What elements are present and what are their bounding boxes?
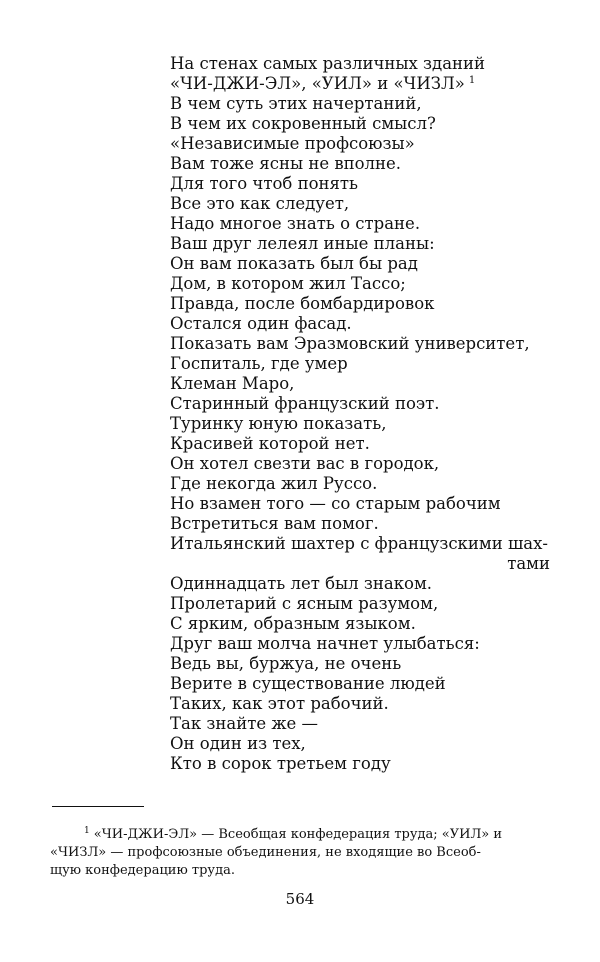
poem-line: Остался один фасад. — [170, 314, 352, 333]
poem-line: Красивей которой нет. — [170, 434, 370, 453]
footnote — [50, 826, 558, 880]
page-number: 564 — [285, 890, 315, 908]
footnote-mark: 1 — [84, 825, 90, 836]
poem-line: С ярким, образным языком. — [170, 614, 416, 633]
poem-line: Госпиталь, где умер — [170, 354, 348, 373]
poem-line: Но взамен того — со старым рабочим — [170, 494, 501, 513]
poem-line: Надо многое знать о стране. — [170, 214, 421, 233]
poem-line: Так знайте же — — [170, 714, 319, 733]
footnote-line — [50, 826, 558, 844]
poem-line: Правда, после бомбардировок — [170, 294, 435, 313]
poem-line: Кто в сорок третьем году — [170, 754, 391, 773]
poem-line: В чем суть этих начертаний, — [170, 94, 422, 113]
footnote-reference: 1 — [468, 74, 476, 86]
poem-line: В чем их сокровенный смысл? — [170, 114, 436, 133]
poem-line: Ведь вы, буржуа, не очень — [170, 654, 402, 673]
footnote-line: «ЧИЗЛ» — профсоюзные объединения, не входящие во Всеоб- — [50, 845, 481, 860]
poem-line: Ваш друг лелеял иные планы: — [170, 234, 435, 253]
poem-line: «Независимые профсоюзы» — [170, 134, 415, 153]
poem-line: Он один из тех, — [170, 734, 306, 753]
poem-line: Все это как следует, — [170, 194, 350, 213]
poem-line: Он вам показать был бы рад — [170, 254, 418, 273]
poem-line: Он хотел свезти вас в городок, — [170, 454, 440, 473]
poem-line: Пролетарий с ясным разумом, — [170, 594, 439, 613]
poem-line: Дом, в котором жил Тассо; — [170, 274, 406, 293]
poem-line: Вам тоже ясны не вполне. — [170, 154, 402, 173]
poem-line: Для того чтоб понять — [170, 174, 359, 193]
poem-line: Показать вам Эразмовский университет, — [170, 334, 530, 353]
poem-line: На стенах самых различных зданий — [170, 54, 486, 73]
poem-line: Старинный французский поэт. — [170, 394, 440, 413]
poem-line: Итальянский шахтер с французскими шах- — [170, 534, 549, 553]
poem-line: Друг ваш молча начнет улыбаться: — [170, 634, 480, 653]
poem-line: Встретиться вам помог. — [170, 514, 379, 533]
poem-line — [170, 74, 560, 94]
poem-line: Туринку юную показать, — [170, 414, 387, 433]
poem-line: Одиннадцать лет был знаком. — [170, 574, 433, 593]
poem-line: Клеман Маро, — [170, 374, 295, 393]
poem-line: Где некогда жил Руссо. — [170, 474, 378, 493]
poem-line-text: «ЧИ-ДЖИ-ЭЛ», «УИЛ» и «ЧИЗЛ» — [170, 74, 465, 93]
poem-line: Верите в существование людей — [170, 674, 446, 693]
footnote-divider — [52, 806, 144, 807]
poem-line: Таких, как этот рабочий. — [170, 694, 389, 713]
poem-line-continuation: тами — [507, 554, 550, 573]
footnote-line: щую конфедерацию труда. — [50, 863, 235, 878]
footnote-line-text: «ЧИ-ДЖИ-ЭЛ» — Всеобщая конфедерация труда; «УИЛ» и — [93, 827, 503, 842]
poem-text — [170, 54, 560, 774]
